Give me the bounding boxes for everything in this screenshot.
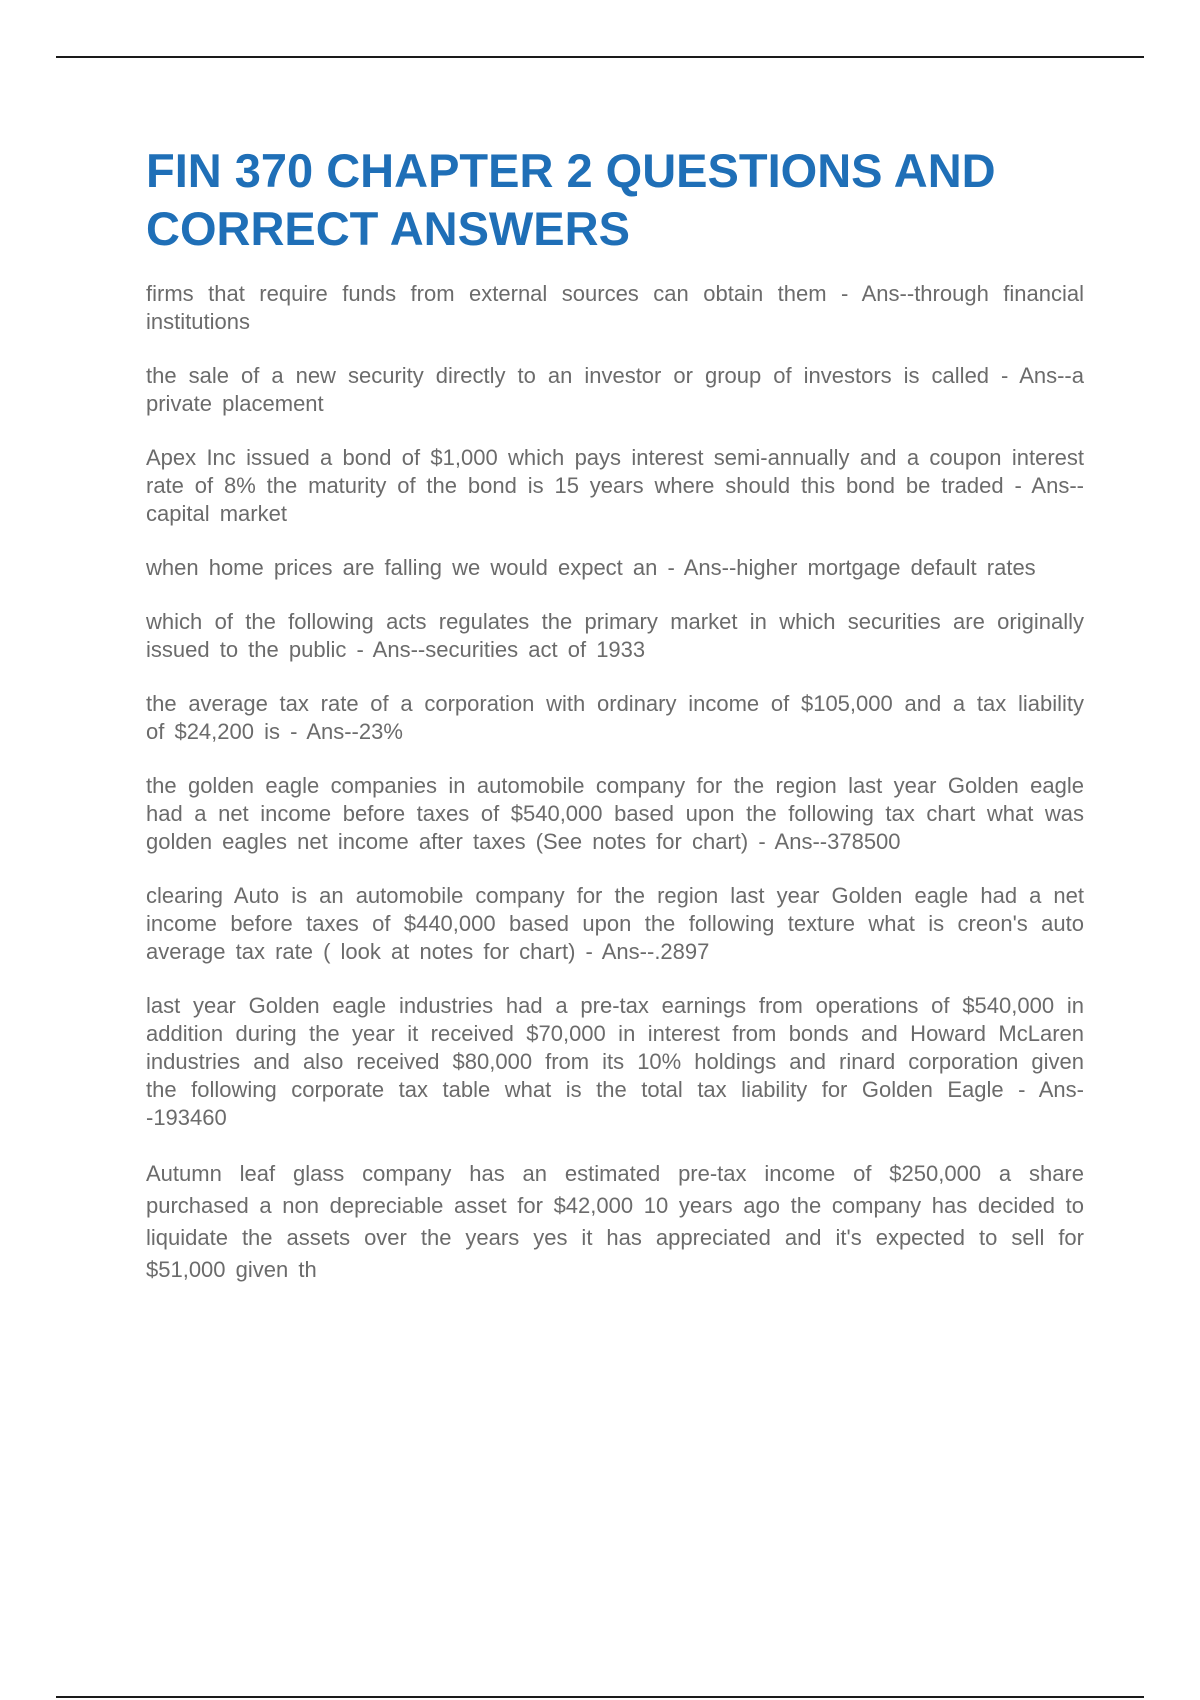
qa-item: Apex Inc issued a bond of $1,000 which pays interest semi-annually and a coupon interest rate of 8% the maturity of the bond is 15 years where should this bond be traded - Ans--capital market bbox=[146, 445, 1084, 526]
bottom-rule bbox=[56, 1696, 1144, 1698]
qa-item: firms that require funds from external sources can obtain them - Ans--through financial institutions bbox=[146, 281, 1084, 334]
qa-item: the golden eagle companies in automobile company for the region last year Golden eagle had a net income before taxes of $540,000 based upon the following tax chart what was golden eagles net income after taxes (See notes for chart) - Ans--378500 bbox=[146, 773, 1084, 854]
qa-item: which of the following acts regulates the primary market in which securities are originally issued to the public - Ans--securities act of 1933 bbox=[146, 609, 1084, 662]
qa-item: last year Golden eagle industries had a pre-tax earnings from operations of $540,000 in addition during the year it received $70,000 in interest from bonds and Howard McLaren industries and also received $80,000 from its 10% holdings and rinard corporation given the following corporate tax table what is the total tax liability for Golden Eagle - Ans--193460 bbox=[146, 993, 1084, 1130]
qa-item: when home prices are falling we would expect an - Ans--higher mortgage default rates bbox=[146, 555, 1036, 580]
qa-item: clearing Auto is an automobile company for the region last year Golden eagle had a net income before taxes of $440,000 based upon the following texture what is creon's auto average tax rate ( look at notes for chart) - Ans--.2897 bbox=[146, 883, 1084, 964]
qa-item: Autumn leaf glass company has an estimated pre-tax income of $250,000 a share purchased a non depreciable asset for $42,000 10 years ago the company has decided to liquidate the assets over the years yes it has appreciated and it's expected to sell for $51,000 given th bbox=[146, 1161, 1084, 1282]
qa-item: the average tax rate of a corporation with ordinary income of $105,000 and a tax liability of $24,200 is - Ans--23% bbox=[146, 691, 1084, 744]
document-body bbox=[146, 142, 1084, 1312]
top-rule bbox=[56, 56, 1144, 58]
document-title: FIN 370 CHAPTER 2 QUESTIONS AND CORRECT ANSWERS bbox=[146, 144, 996, 255]
qa-item: the sale of a new security directly to an investor or group of investors is called - Ans--a private placement bbox=[146, 363, 1084, 416]
qa-list bbox=[146, 280, 1084, 1286]
